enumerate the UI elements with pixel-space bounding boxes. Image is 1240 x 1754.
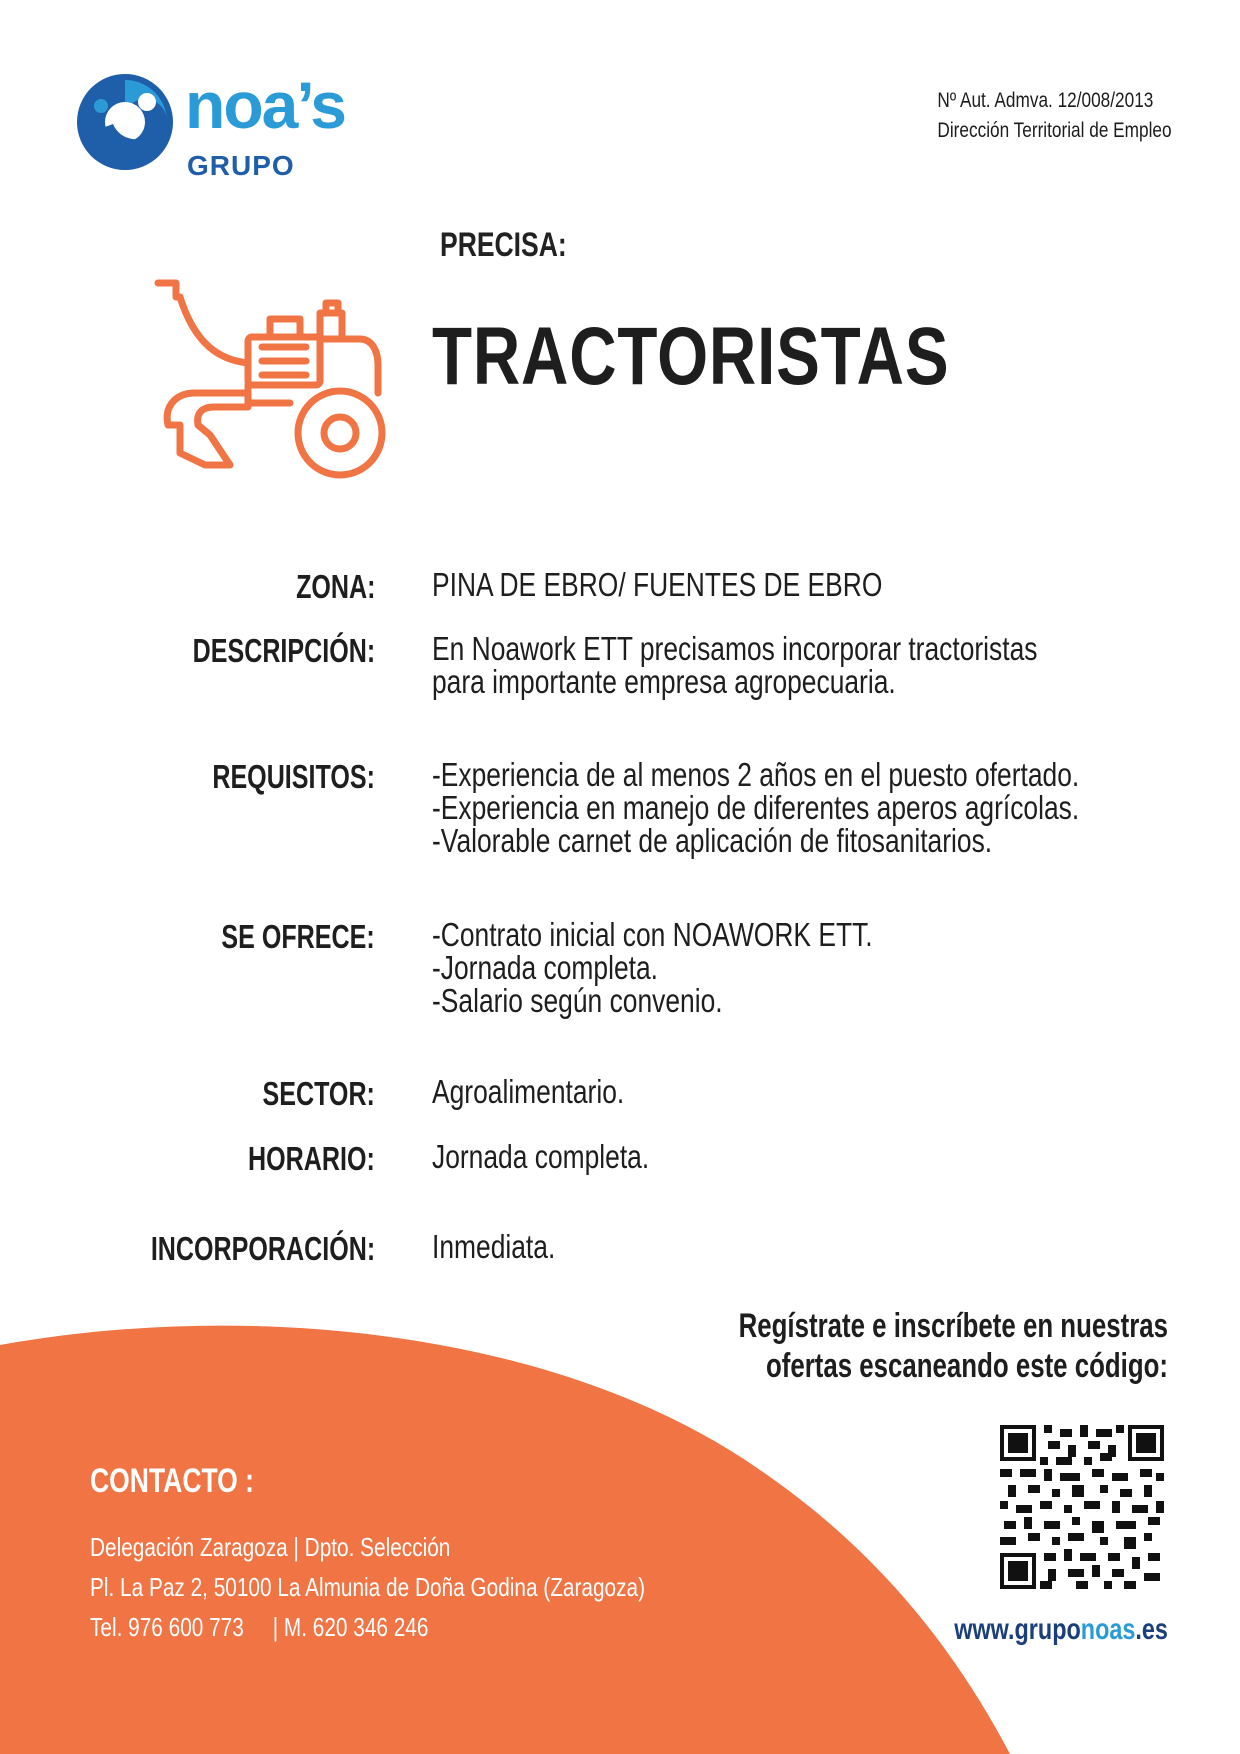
requisitos-value <box>432 758 1079 857</box>
logo-subtitle: GRUPO <box>187 150 295 181</box>
oferta-line: -Jornada completa. <box>432 949 658 986</box>
contact-address: Pl. La Paz 2, 50100 La Almunia de Doña Godina (Zaragoza) <box>90 1572 646 1602</box>
qr-code-icon[interactable] <box>1000 1425 1164 1589</box>
logo-swirl-icon <box>75 72 175 172</box>
website-part: www.grupo <box>954 1613 1081 1646</box>
job-title: TRACTORISTAS <box>432 311 950 402</box>
register-prompt <box>739 1306 1168 1386</box>
contact-office: Delegación Zaragoza | Dpto. Selección <box>90 1532 451 1562</box>
precisa-heading: PRECISA: <box>440 226 567 264</box>
requisito-line: -Experiencia de al menos 2 años en el puesto ofertado. <box>432 756 1080 793</box>
se-ofrece-value <box>432 918 873 1017</box>
incorporacion-label: INCORPORACIÓN: <box>150 1230 375 1267</box>
sector-value: Agroalimentario. <box>432 1073 625 1110</box>
sector-label: SECTOR: <box>262 1075 375 1112</box>
authorization-info <box>938 86 1172 146</box>
incorporacion-value: Inmediata. <box>432 1228 556 1265</box>
zona-value: PINA DE EBRO/ FUENTES DE EBRO <box>432 566 883 603</box>
contact-phones: Tel. 976 600 773 | M. 620 346 246 <box>90 1612 429 1642</box>
contact-heading: CONTACTO : <box>90 1462 255 1500</box>
oferta-line: -Contrato inicial con NOAWORK ETT. <box>432 916 873 953</box>
zona-label: ZONA: <box>295 568 375 605</box>
descripcion-label: DESCRIPCIÓN: <box>192 632 375 669</box>
logo-wordmark: noa’s <box>185 68 345 142</box>
requisito-line: -Experiencia en manejo de diferentes aperos agrícolas. <box>432 789 1080 826</box>
website-link[interactable] <box>954 1613 1168 1647</box>
descripcion-line: En Noawork ETT precisamos incorporar tractoristas <box>432 630 1038 667</box>
company-logo <box>75 68 375 182</box>
website-part: .es <box>1135 1613 1168 1646</box>
horario-label: HORARIO: <box>248 1140 375 1177</box>
descripcion-line: para importante empresa agropecuaria. <box>432 663 896 700</box>
se-ofrece-label: SE OFRECE: <box>221 918 375 955</box>
authorization-office: Dirección Territorial de Empleo <box>937 119 1172 142</box>
requisitos-label: REQUISITOS: <box>212 758 375 795</box>
website-part: noas <box>1080 1613 1136 1646</box>
oferta-line: -Salario según convenio. <box>432 982 723 1019</box>
horario-value: Jornada completa. <box>432 1138 650 1175</box>
register-line: Regístrate e inscríbete en nuestras <box>738 1307 1168 1345</box>
requisito-line: -Valorable carnet de aplicación de fitosanitarios. <box>432 822 993 859</box>
descripcion-value <box>432 632 1037 698</box>
authorization-number: Nº Aut. Admva. 12/008/2013 <box>937 89 1154 112</box>
register-line: ofertas escaneando este código: <box>765 1347 1168 1385</box>
tractor-icon <box>150 275 390 485</box>
